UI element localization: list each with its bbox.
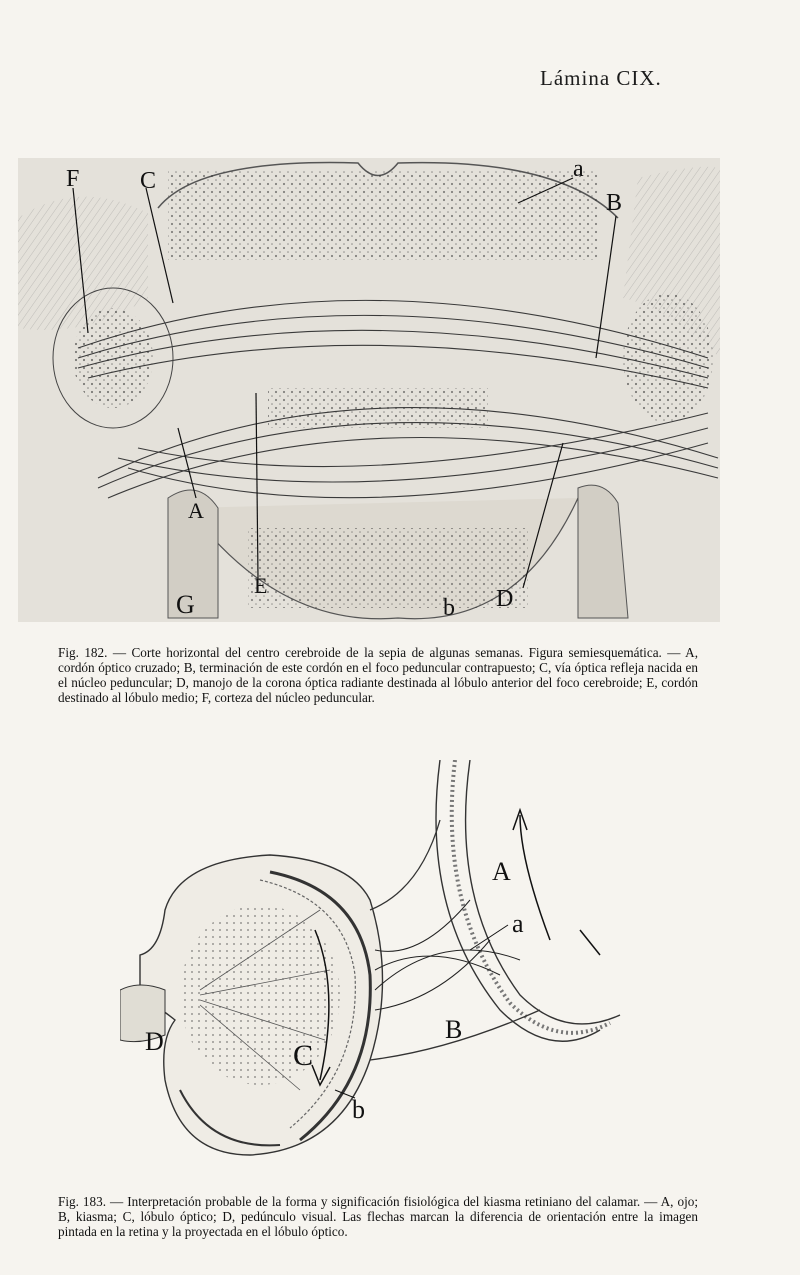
figure-183-caption [58,1194,698,1239]
figure-183-illustration [120,760,650,1190]
fig182-label-G: G [176,590,195,619]
figure-182-number: Fig. 182. [58,645,108,660]
figure-183-caption-text: — Interpretación probable de la forma y significación fisiológica del kiasma retiniano del calamar. — A, ojo; B, kiasma; C, lóbulo óptico; D, pedúnculo visual. Las flechas marcan la diferencia de orientación entre la imagen pintada en la retina y la proyectada en el lóbulo óptico. [58,1194,699,1239]
fig182-label-a: a [573,158,584,182]
fig182-label-E: E [254,573,268,598]
fig183-label-A: A [492,857,511,886]
fig182-label-F: F [66,166,80,192]
fig182-label-C: C [140,168,157,194]
figure-182-illustration [18,158,720,622]
figure-182-caption-text: — Corte horizontal del centro cerebroide de la sepia de algunas semanas. Figura semiesquemática. — A, cordón óptico cruzado; B, terminación de este cordón en el foco peduncular contrapuesto; C, vía óptica refleja nacida en el núcleo peduncular; D, manojo de la corona óptica radiante destinada al lóbulo anterior del foco cerebroide; E, cordón destinado al lóbulo medio; F, corteza del núcleo peduncular. [58,645,699,705]
fig183-label-B: B [445,1015,463,1044]
plate-title: Lámina CIX. [540,66,662,90]
fig183-label-b: b [352,1095,365,1124]
fig183-label-a: a [512,909,524,938]
figure-182-caption [58,645,698,705]
fig183-label-D: D [145,1027,164,1056]
figure-183-number: Fig. 183. [58,1194,106,1209]
fig182-label-B: B [606,190,623,216]
fig183-label-C: C [293,1039,314,1072]
fig182-label-b: b [443,595,455,621]
fig182-label-A: A [188,498,204,523]
fig182-label-D: D [496,586,514,612]
